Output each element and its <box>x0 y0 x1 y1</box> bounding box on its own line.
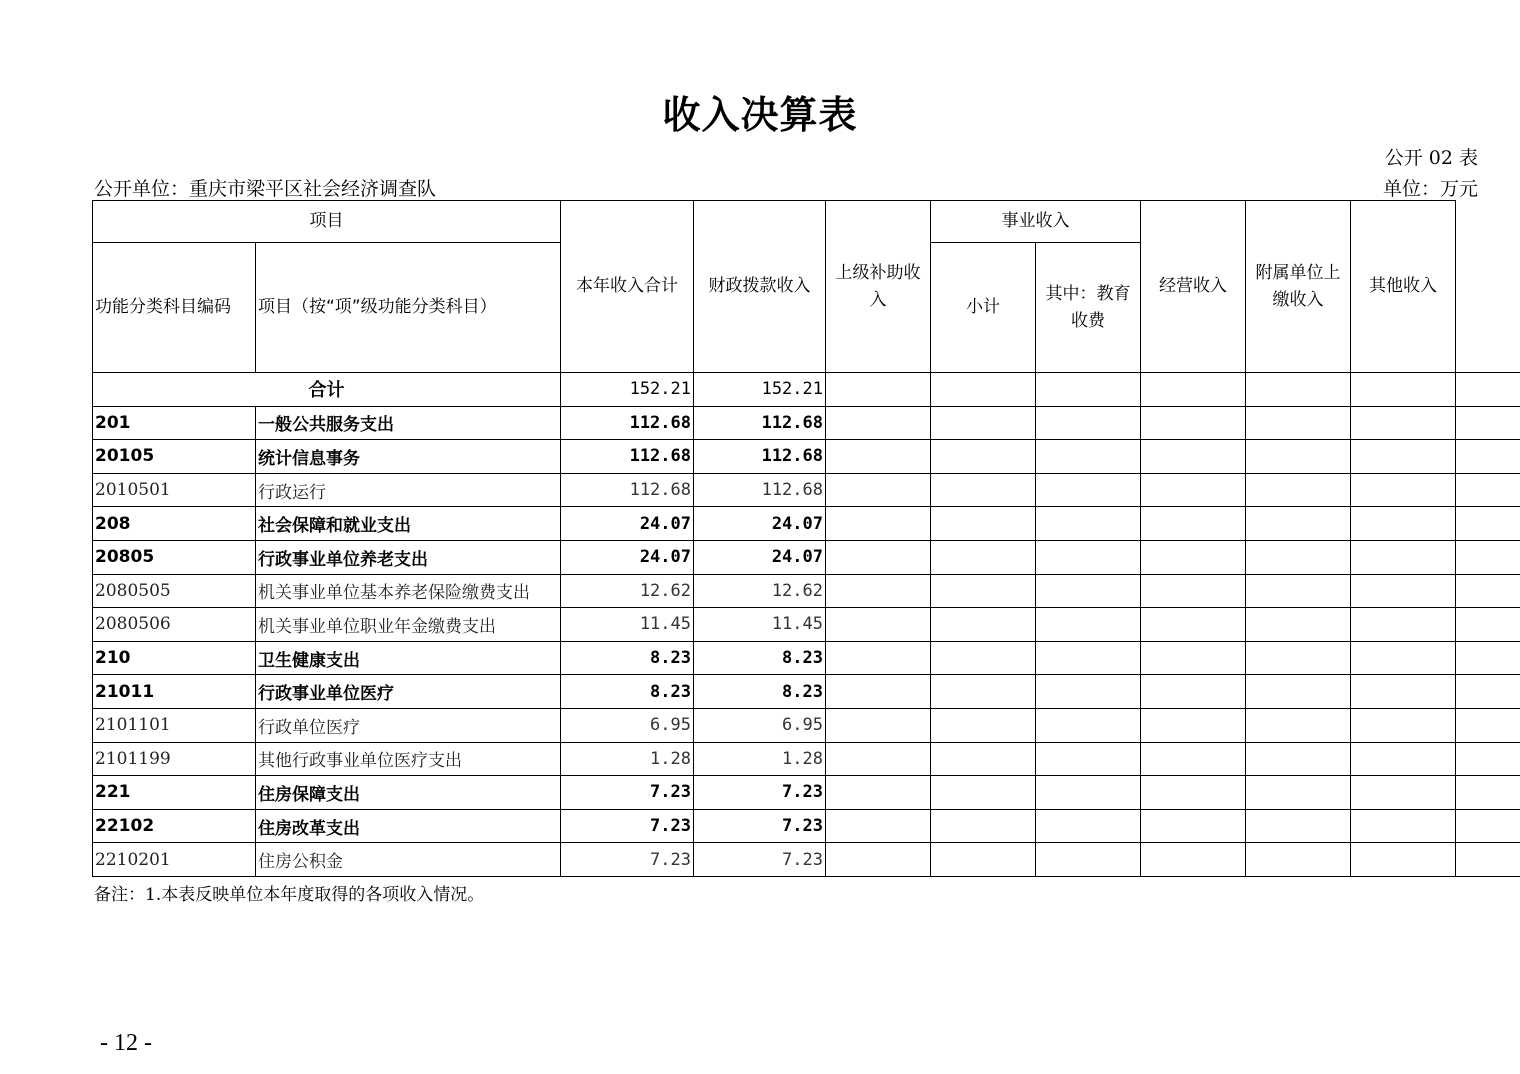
header-operating-income: 经营收入 <box>1141 201 1246 373</box>
total-income-cell: 7.23 <box>561 776 694 810</box>
code-cell: 2080505 <box>93 574 256 608</box>
table-row <box>93 809 1520 843</box>
total-label: 合计 <box>93 373 561 407</box>
empty-cell <box>1456 373 1520 407</box>
empty-cell <box>931 373 1036 407</box>
name-cell: 机关事业单位基本养老保险缴费支出 <box>256 574 561 608</box>
empty-cell <box>1246 574 1351 608</box>
empty-cell <box>1351 373 1456 407</box>
header-business-income: 事业收入 <box>931 201 1141 243</box>
fiscal-income-cell: 6.95 <box>694 708 826 742</box>
empty-cell <box>1246 507 1351 541</box>
table-number: 公开 02 表 <box>1384 147 1478 169</box>
empty-cell <box>1036 440 1141 474</box>
name-cell: 住房公积金 <box>256 843 561 877</box>
empty-cell <box>1141 507 1246 541</box>
empty-cell <box>826 540 931 574</box>
total-income-cell: 11.45 <box>561 608 694 642</box>
name-cell: 行政事业单位养老支出 <box>256 540 561 574</box>
fiscal-income-cell: 11.45 <box>694 608 826 642</box>
empty-cell <box>1351 843 1456 877</box>
empty-cell <box>1036 373 1141 407</box>
empty-cell <box>1351 574 1456 608</box>
empty-cell <box>1456 440 1520 474</box>
empty-cell <box>826 675 931 709</box>
fiscal-income-cell: 112.68 <box>694 440 826 474</box>
fiscal-income-cell: 8.23 <box>694 675 826 709</box>
reporting-unit: 公开单位：重庆市梁平区社会经济调查队 <box>94 178 437 200</box>
total-income-cell: 112.68 <box>561 473 694 507</box>
empty-cell <box>1141 440 1246 474</box>
empty-cell <box>1351 608 1456 642</box>
empty-cell <box>1456 843 1520 877</box>
empty-cell <box>1141 675 1246 709</box>
empty-cell <box>826 641 931 675</box>
total-income-cell: 12.62 <box>561 574 694 608</box>
code-cell: 210 <box>93 641 256 675</box>
empty-cell <box>1036 708 1141 742</box>
empty-cell <box>1141 473 1246 507</box>
code-cell: 22102 <box>93 809 256 843</box>
total-income-cell: 8.23 <box>561 641 694 675</box>
empty-cell <box>1456 742 1520 776</box>
table-row <box>93 776 1520 810</box>
empty-cell <box>1036 742 1141 776</box>
fiscal-income-cell: 24.07 <box>694 507 826 541</box>
empty-cell <box>931 507 1036 541</box>
empty-cell <box>931 641 1036 675</box>
empty-cell <box>1351 708 1456 742</box>
code-cell: 2010501 <box>93 473 256 507</box>
header-name: 项目（按“项”级功能分类科目） <box>256 243 561 373</box>
empty-cell <box>1141 708 1246 742</box>
empty-cell <box>1036 641 1141 675</box>
name-cell: 住房保障支出 <box>256 776 561 810</box>
table-row <box>93 440 1520 474</box>
empty-cell <box>1456 708 1520 742</box>
empty-cell <box>1246 742 1351 776</box>
empty-cell <box>931 776 1036 810</box>
name-cell: 一般公共服务支出 <box>256 406 561 440</box>
empty-cell <box>1351 440 1456 474</box>
empty-cell <box>1246 473 1351 507</box>
name-cell: 行政运行 <box>256 473 561 507</box>
empty-cell <box>1351 473 1456 507</box>
code-cell: 2080506 <box>93 608 256 642</box>
total-income-cell: 7.23 <box>561 843 694 877</box>
code-cell: 2101199 <box>93 742 256 776</box>
total-row <box>93 373 1520 407</box>
code-cell: 20105 <box>93 440 256 474</box>
page-number: - 12 - <box>100 1030 152 1056</box>
empty-cell <box>1351 742 1456 776</box>
empty-cell <box>1456 406 1520 440</box>
name-cell: 其他行政事业单位医疗支出 <box>256 742 561 776</box>
fiscal-income-cell: 7.23 <box>694 843 826 877</box>
header-total-income: 本年收入合计 <box>561 201 694 373</box>
empty-cell <box>1456 675 1520 709</box>
empty-cell <box>1141 742 1246 776</box>
table-row <box>93 608 1520 642</box>
empty-cell <box>1141 608 1246 642</box>
table-row <box>93 406 1520 440</box>
code-cell: 221 <box>93 776 256 810</box>
code-cell: 201 <box>93 406 256 440</box>
total-income-cell: 24.07 <box>561 540 694 574</box>
empty-cell <box>1456 809 1520 843</box>
fiscal-income-cell: 112.68 <box>694 473 826 507</box>
code-cell: 2210201 <box>93 843 256 877</box>
empty-cell <box>1456 473 1520 507</box>
empty-cell <box>1456 507 1520 541</box>
empty-cell <box>931 574 1036 608</box>
empty-cell <box>931 608 1036 642</box>
empty-cell <box>931 708 1036 742</box>
empty-cell <box>931 742 1036 776</box>
empty-cell <box>1036 574 1141 608</box>
empty-cell <box>826 608 931 642</box>
empty-cell <box>1246 675 1351 709</box>
header-code: 功能分类科目编码 <box>93 243 256 373</box>
empty-cell <box>1246 373 1351 407</box>
table-row <box>93 507 1520 541</box>
empty-cell <box>826 473 931 507</box>
empty-cell <box>1141 843 1246 877</box>
empty-cell <box>931 809 1036 843</box>
empty-cell <box>1351 540 1456 574</box>
empty-cell <box>1246 776 1351 810</box>
empty-cell <box>1036 473 1141 507</box>
fiscal-income-cell: 24.07 <box>694 540 826 574</box>
total-income-cell: 6.95 <box>561 708 694 742</box>
income-table <box>92 200 1520 877</box>
table-row <box>93 708 1520 742</box>
empty-cell <box>1246 708 1351 742</box>
page-title: 收入决算表 <box>662 93 858 137</box>
empty-cell <box>1246 809 1351 843</box>
empty-cell <box>931 540 1036 574</box>
empty-cell <box>826 440 931 474</box>
total-income-cell: 1.28 <box>561 742 694 776</box>
name-cell: 机关事业单位职业年金缴费支出 <box>256 608 561 642</box>
empty-cell <box>1036 843 1141 877</box>
empty-cell <box>1246 641 1351 675</box>
empty-cell <box>826 708 931 742</box>
total-income-cell: 112.68 <box>561 406 694 440</box>
header-subtotal: 小计 <box>931 243 1036 373</box>
total-income-cell: 24.07 <box>561 507 694 541</box>
empty-cell <box>931 473 1036 507</box>
empty-cell <box>1246 540 1351 574</box>
total-income-cell: 8.23 <box>561 675 694 709</box>
empty-cell <box>826 574 931 608</box>
empty-cell <box>1351 641 1456 675</box>
table-row <box>93 641 1520 675</box>
empty-cell <box>1036 540 1141 574</box>
empty-cell <box>1141 776 1246 810</box>
name-cell: 行政单位医疗 <box>256 708 561 742</box>
header-affiliated-income: 附属单位上缴收入 <box>1246 201 1351 373</box>
table-row <box>93 574 1520 608</box>
table-row <box>93 675 1520 709</box>
header-other-income: 其他收入 <box>1351 201 1456 373</box>
empty-cell <box>826 742 931 776</box>
empty-cell <box>931 406 1036 440</box>
header-fiscal-income: 财政拨款收入 <box>694 201 826 373</box>
empty-cell <box>1351 507 1456 541</box>
empty-cell <box>1036 608 1141 642</box>
empty-cell <box>1351 675 1456 709</box>
code-cell: 20805 <box>93 540 256 574</box>
header-superior-subsidy: 上级补助收入 <box>826 201 931 373</box>
empty-cell <box>1141 809 1246 843</box>
fiscal-income-cell: 112.68 <box>694 406 826 440</box>
empty-cell <box>1036 675 1141 709</box>
code-cell: 21011 <box>93 675 256 709</box>
empty-cell <box>1246 440 1351 474</box>
total-income-cell: 152.21 <box>561 373 694 407</box>
empty-cell <box>1246 608 1351 642</box>
empty-cell <box>826 776 931 810</box>
empty-cell <box>1351 776 1456 810</box>
empty-cell <box>1036 776 1141 810</box>
empty-cell <box>1351 406 1456 440</box>
empty-cell <box>1036 406 1141 440</box>
table-row <box>93 843 1520 877</box>
total-income-cell: 112.68 <box>561 440 694 474</box>
name-cell: 卫生健康支出 <box>256 641 561 675</box>
empty-cell <box>826 406 931 440</box>
empty-cell <box>1141 574 1246 608</box>
empty-cell <box>1456 608 1520 642</box>
empty-cell <box>826 809 931 843</box>
empty-cell <box>1456 540 1520 574</box>
total-income-cell: 7.23 <box>561 809 694 843</box>
empty-cell <box>1036 809 1141 843</box>
fiscal-income-cell: 7.23 <box>694 809 826 843</box>
empty-cell <box>1246 843 1351 877</box>
empty-cell <box>1141 373 1246 407</box>
name-cell: 住房改革支出 <box>256 809 561 843</box>
name-cell: 行政事业单位医疗 <box>256 675 561 709</box>
empty-cell <box>931 675 1036 709</box>
empty-cell <box>1456 641 1520 675</box>
total-fiscal-cell: 152.21 <box>694 373 826 407</box>
empty-cell <box>1456 574 1520 608</box>
fiscal-income-cell: 1.28 <box>694 742 826 776</box>
table-row <box>93 540 1520 574</box>
code-cell: 2101101 <box>93 708 256 742</box>
empty-cell <box>1141 540 1246 574</box>
empty-cell <box>1036 507 1141 541</box>
empty-cell <box>1141 641 1246 675</box>
code-cell: 208 <box>93 507 256 541</box>
empty-cell <box>826 373 931 407</box>
name-cell: 社会保障和就业支出 <box>256 507 561 541</box>
header-education-fee: 其中：教育收费 <box>1036 243 1141 373</box>
table-row <box>93 742 1520 776</box>
name-cell: 统计信息事务 <box>256 440 561 474</box>
table-note: 备注：1.本表反映单位本年度取得的各项收入情况。 <box>94 885 485 905</box>
empty-cell <box>1456 776 1520 810</box>
empty-cell <box>826 843 931 877</box>
empty-cell <box>1141 406 1246 440</box>
empty-cell <box>931 843 1036 877</box>
fiscal-income-cell: 8.23 <box>694 641 826 675</box>
empty-cell <box>826 507 931 541</box>
header-project: 项目 <box>93 201 561 243</box>
table-row <box>93 473 1520 507</box>
fiscal-income-cell: 12.62 <box>694 574 826 608</box>
currency-unit: 单位：万元 <box>1382 178 1478 200</box>
fiscal-income-cell: 7.23 <box>694 776 826 810</box>
empty-cell <box>1246 406 1351 440</box>
empty-cell <box>1351 809 1456 843</box>
empty-cell <box>931 440 1036 474</box>
